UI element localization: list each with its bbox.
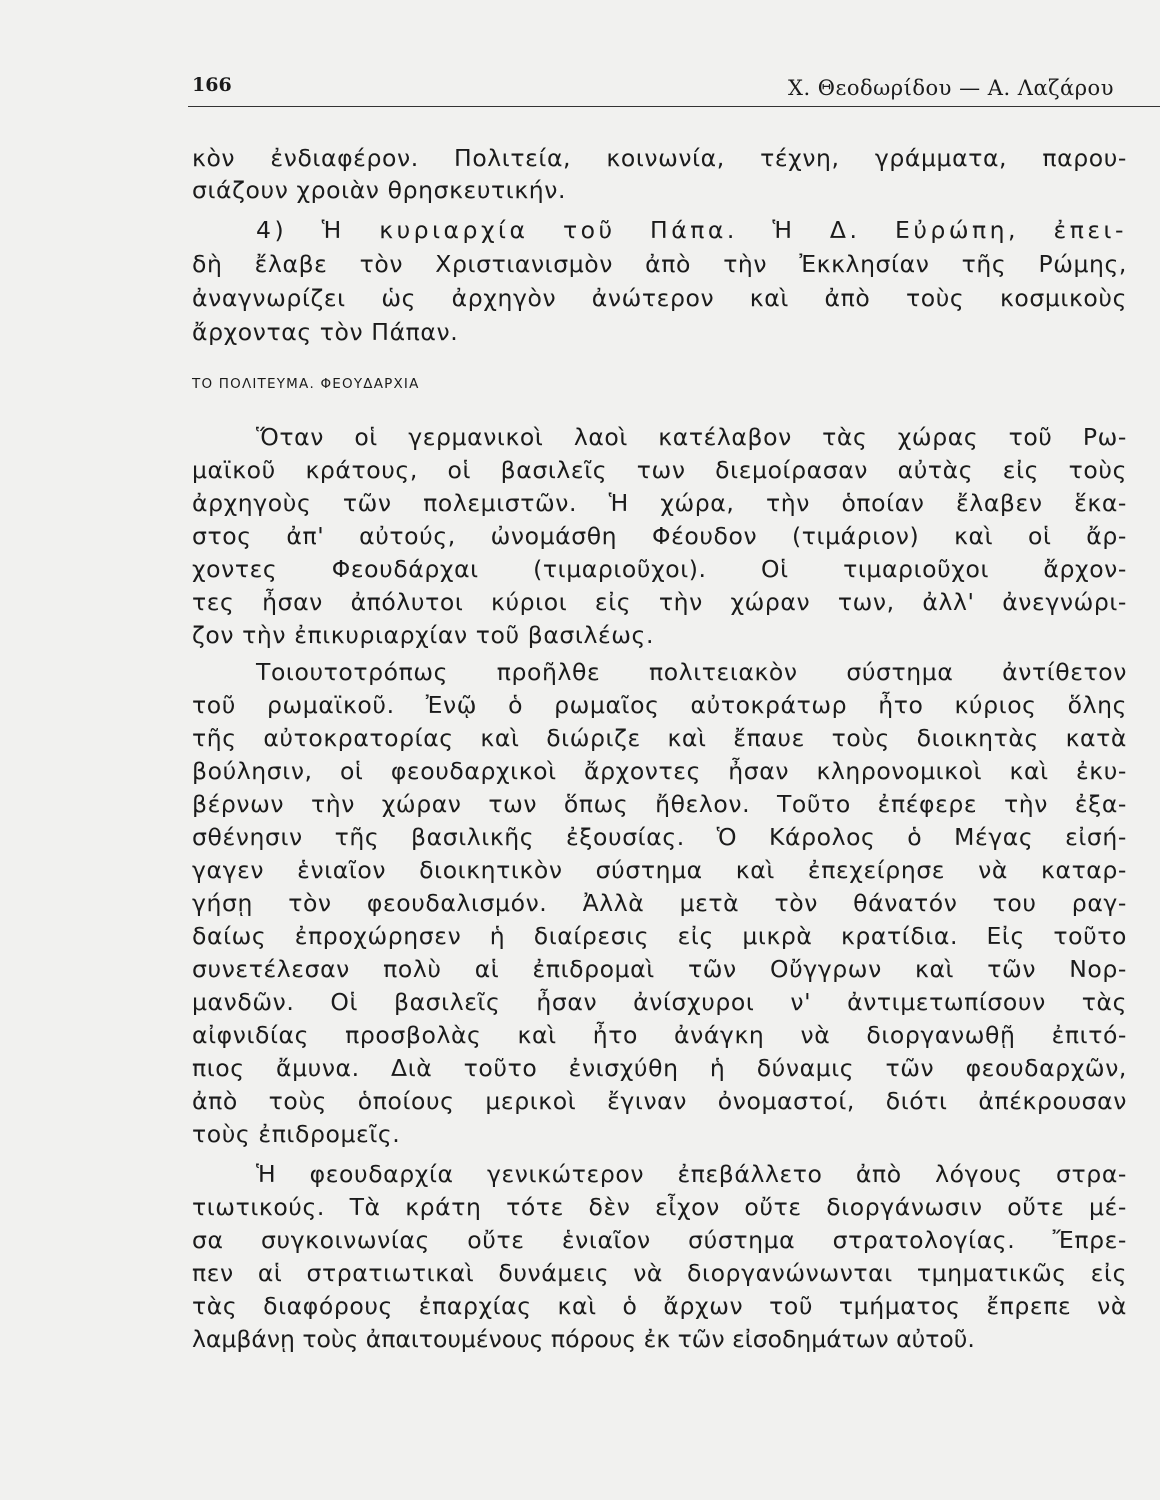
- header-rule: [188, 106, 1160, 107]
- text-line: Ἡ φεουδαρχία γενικώτερον ἐπεβάλλετο ἀπὸ λόγους στρα-: [256, 1160, 1127, 1188]
- text-line: μανδῶν. Οἱ βασιλεῖς ἦσαν ἀνίσχυροι ν' ἀντιμετωπίσουν τὰς: [192, 988, 1127, 1016]
- text-line: στος ἀπ' αὐτούς, ὠνομάσθη Φέουδον (τιμάριον) καὶ οἱ ἄρ-: [192, 522, 1127, 550]
- text-line: χοντες Φεουδάρχαι (τιμαριοῦχοι). Οἱ τιμαριοῦχοι ἄρχον-: [192, 555, 1127, 583]
- text-line: σθένησιν τῆς βασιλικῆς ἐξουσίας. Ὁ Κάρολος ὁ Μέγας εἰσή-: [192, 823, 1127, 851]
- text-line: βέρνων τὴν χώραν των ὅπως ἤθελον. Τοῦτο ἐπέφερε τὴν ἐξα-: [192, 790, 1127, 818]
- text-line: γήσῃ τὸν φεουδαλισμόν. Ἀλλὰ μετὰ τὸν θάνατόν του ραγ-: [192, 889, 1127, 917]
- text-line: Τοιουτοτρόπως προῆλθε πολιτειακὸν σύστημα ἀντίθετον: [256, 658, 1127, 686]
- text-line: τοῦ ρωμαϊκοῦ. Ἐνῷ ὁ ρωμαῖος αὐτοκράτωρ ἦτο κύριος ὅλης: [192, 691, 1127, 719]
- text-line: αἰφνιδίας προσβολὰς καὶ ἦτο ἀνάγκη νὰ διοργανωθῇ ἐπιτό-: [192, 1021, 1127, 1049]
- text-line: 4) Ἡ κυριαρχία τοῦ Πάπα. Ἡ Δ. Εὐρώπη, ἐπει-: [256, 216, 1127, 244]
- text-line: ἄρχοντας τὸν Πάπαν.: [192, 318, 459, 346]
- page-number: 166: [192, 74, 232, 96]
- text-line: τοὺς ἐπιδρομεῖς.: [192, 1120, 401, 1148]
- text-line: τὰς διαφόρους ἐπαρχίας καὶ ὁ ἄρχων τοῦ τμήματος ἔπρεπε νὰ: [192, 1292, 1127, 1320]
- text-line: δαίως ἐπροχώρησεν ἡ διαίρεσις εἰς μικρὰ κρατίδια. Εἰς τοῦτο: [192, 922, 1127, 950]
- text-line: σιάζουν χροιὰν θρησκευτικήν.: [192, 176, 567, 204]
- text-line: πιος ἄμυνα. Διὰ τοῦτο ἐνισχύθη ἡ δύναμις τῶν φεουδαρχῶν,: [192, 1054, 1127, 1082]
- text-line: βούλησιν, οἱ φεουδαρχικοὶ ἄρχοντες ἦσαν κληρονομικοὶ καὶ ἐκυ-: [192, 757, 1127, 785]
- running-head: Χ. Θεοδωρίδου — Α. Λαζάρου: [788, 76, 1114, 100]
- text-line: ζον τὴν ἐπικυριαρχίαν τοῦ βασιλέως.: [192, 621, 655, 649]
- section-title: ΤΟ ΠΟΛΙΤΕΥΜΑ. ΦΕΟΥΔΑΡΧΙΑ: [192, 376, 420, 392]
- text-line: τῆς αὐτοκρατορίας καὶ διώριζε καὶ ἔπαυε τοὺς διοικητὰς κατὰ: [192, 724, 1127, 752]
- text-line: μαϊκοῦ κράτους, οἱ βασιλεῖς των διεμοίρασαν αὐτὰς εἰς τοὺς: [192, 456, 1127, 484]
- text-line: γαγεν ἑνιαῖον διοικητικὸν σύστημα καὶ ἐπεχείρησε νὰ καταρ-: [192, 856, 1127, 884]
- text-line: ἀπὸ τοὺς ὁποίους μερικοὶ ἔγιναν ὀνομαστοί, διότι ἀπέκρουσαν: [192, 1087, 1127, 1115]
- text-line: λαμβάνῃ τοὺς ἀπαιτουμένους πόρους ἐκ τῶν εἰσοδημάτων αὐτοῦ.: [192, 1325, 975, 1353]
- text-line: πεν αἱ στρατιωτικαὶ δυνάμεις νὰ διοργανώνωνται τμηματικῶς εἰς: [192, 1259, 1127, 1287]
- text-line: συνετέλεσαν πολὺ αἱ ἐπιδρομαὶ τῶν Οὔγγρων καὶ τῶν Νορ-: [192, 955, 1127, 983]
- page-header: [192, 74, 1160, 104]
- text-line: δὴ ἔλαβε τὸν Χριστιανισμὸν ἀπὸ τὴν Ἐκκλησίαν τῆς Ρώμης,: [192, 250, 1127, 278]
- text-line: Ὅταν οἱ γερμανικοὶ λαοὶ κατέλαβον τὰς χώρας τοῦ Ρω-: [256, 423, 1127, 451]
- text-line: σα συγκοινωνίας οὔτε ἑνιαῖον σύστημα στρατολογίας. Ἔπρε-: [192, 1226, 1127, 1254]
- text-line: τιωτικούς. Τὰ κράτη τότε δὲν εἶχον οὔτε διοργάνωσιν οὔτε μέ-: [192, 1193, 1127, 1221]
- text-line: ἀναγνωρίζει ὡς ἀρχηγὸν ἀνώτερον καὶ ἀπὸ τοὺς κοσμικοὺς: [192, 284, 1127, 312]
- text-line: κὸν ἐνδιαφέρον. Πολιτεία, κοινωνία, τέχνη, γράμματα, παρου-: [192, 144, 1127, 172]
- text-line: ἀρχηγοὺς τῶν πολεμιστῶν. Ἡ χώρα, τὴν ὁποίαν ἔλαβεν ἕκα-: [192, 489, 1127, 517]
- text-line: τες ἦσαν ἀπόλυτοι κύριοι εἰς τὴν χώραν των, ἀλλ' ἀνεγνώρι-: [192, 588, 1127, 616]
